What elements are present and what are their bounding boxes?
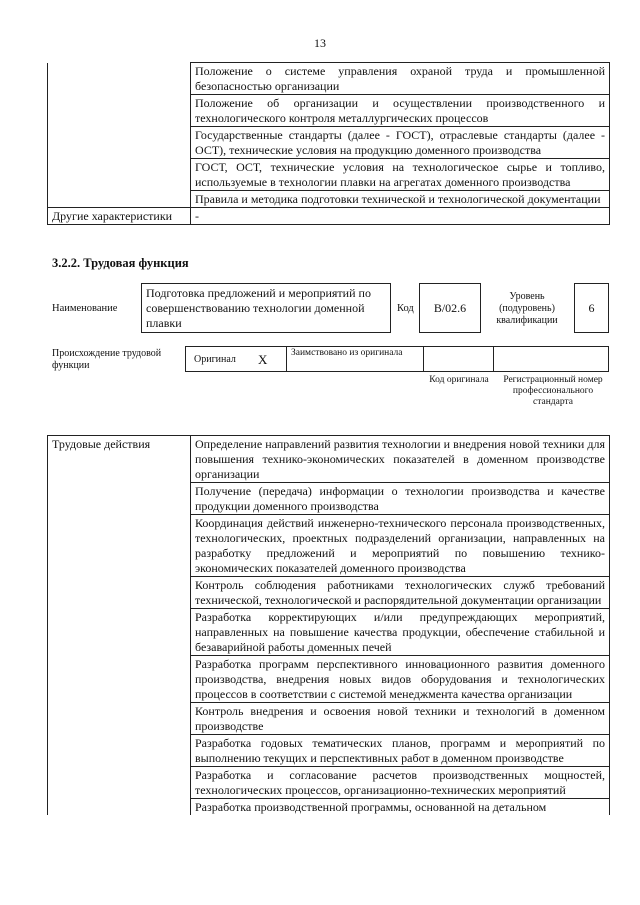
table-cell: Контроль внедрения и освоения новой техники и технологий в доменном производстве	[191, 703, 610, 735]
other-characteristics-label: Другие характеристики	[48, 208, 191, 225]
code-value: В/02.6	[433, 300, 467, 315]
empty-cell	[48, 63, 191, 208]
original-label: Оригинал	[194, 354, 236, 365]
page-number: 13	[314, 36, 326, 50]
table-cell: Правила и методика подготовки технической и технологической документации	[191, 191, 610, 208]
table-cell: Разработка производственной программы, основанной на детальном	[191, 799, 610, 816]
table-cell: Координация действий инженерно-технического персонала производственных, технологических, проектных подразделений организации, направленных на разработку предложений и мероприятий по повышению технико-экономических показателей доменного производства	[191, 515, 610, 577]
table-cell: Получение (передача) информации о технологии производства и качестве продукции доменного производства	[191, 483, 610, 515]
table-cell: ГОСТ, ОСТ, технические условия на технологическое сырье и топливо, используемые в технологии плавки на агрегатах доменного производства	[191, 159, 610, 191]
function-name-box	[141, 283, 391, 333]
table-cell: Определение направлений развития технологии и внедрения новой техники для повышения технико-экономических показателей в доменном производстве организации	[191, 436, 610, 483]
section-heading: 3.2.2. Трудовая функция	[52, 256, 189, 270]
requirements-table	[47, 62, 610, 225]
table-cell: Разработка годовых тематических планов, программ и мероприятий по выполнению текущих и перспективных работ в доменном производстве	[191, 735, 610, 767]
level-label: Уровень (подуровень) квалификации	[496, 291, 558, 326]
table-row	[48, 436, 610, 483]
divider	[423, 347, 424, 371]
table-cell: Разработка программ перспективного инновационного развития доменного производства, внедрения новых видов оборудования и технологических процессов в соответствии с системой менеджмента качества организации	[191, 656, 610, 703]
divider	[493, 347, 494, 371]
table-cell: Разработка корректирующих и/или предупреждающих мероприятий, направленных на повышение качества продукции, обеспечение стабильной и безаварийной работы доменных печей	[191, 609, 610, 656]
table-cell: Положение об организации и осуществлении производственного и технологического контроля металлургических процессов	[191, 95, 610, 127]
reg-caption: Регистрационный номер профессионального стандарта	[503, 375, 603, 407]
level-box	[574, 283, 609, 333]
table-row	[48, 63, 610, 95]
function-name: Подготовка предложений и мероприятий по совершенствованию технологии доменной плавки	[146, 286, 371, 330]
table-row	[48, 208, 610, 225]
code-label: Код	[397, 303, 414, 314]
level-value: 6	[588, 300, 595, 315]
labor-actions-label: Трудовые действия	[48, 436, 191, 816]
table-cell: Положение о системе управления охраной труда и промышленной безопасностью организации	[191, 63, 610, 95]
divider	[286, 347, 287, 371]
name-label: Наименование	[52, 303, 118, 314]
labor-actions-table	[47, 435, 610, 815]
code-caption: Код оригинала	[429, 375, 489, 385]
table-cell: Государственные стандарты (далее - ГОСТ), отраслевые стандарты (далее - ОСТ), технические условия на продукцию доменного производства	[191, 127, 610, 159]
table-cell: Разработка и согласование расчетов производственных мощностей, технологических процессов, организационно-технических мероприятий	[191, 767, 610, 799]
other-characteristics-value: -	[191, 208, 610, 225]
borrowed-label: Заимствовано из оригинала	[291, 348, 403, 358]
table-cell: Контроль соблюдения работниками технологических служб требований технической, технологической и распорядительной документации организации	[191, 577, 610, 609]
code-box	[419, 283, 481, 333]
original-mark: X	[258, 352, 268, 367]
origin-row	[185, 346, 609, 372]
origin-label: Происхождение трудовой функции	[52, 348, 162, 371]
